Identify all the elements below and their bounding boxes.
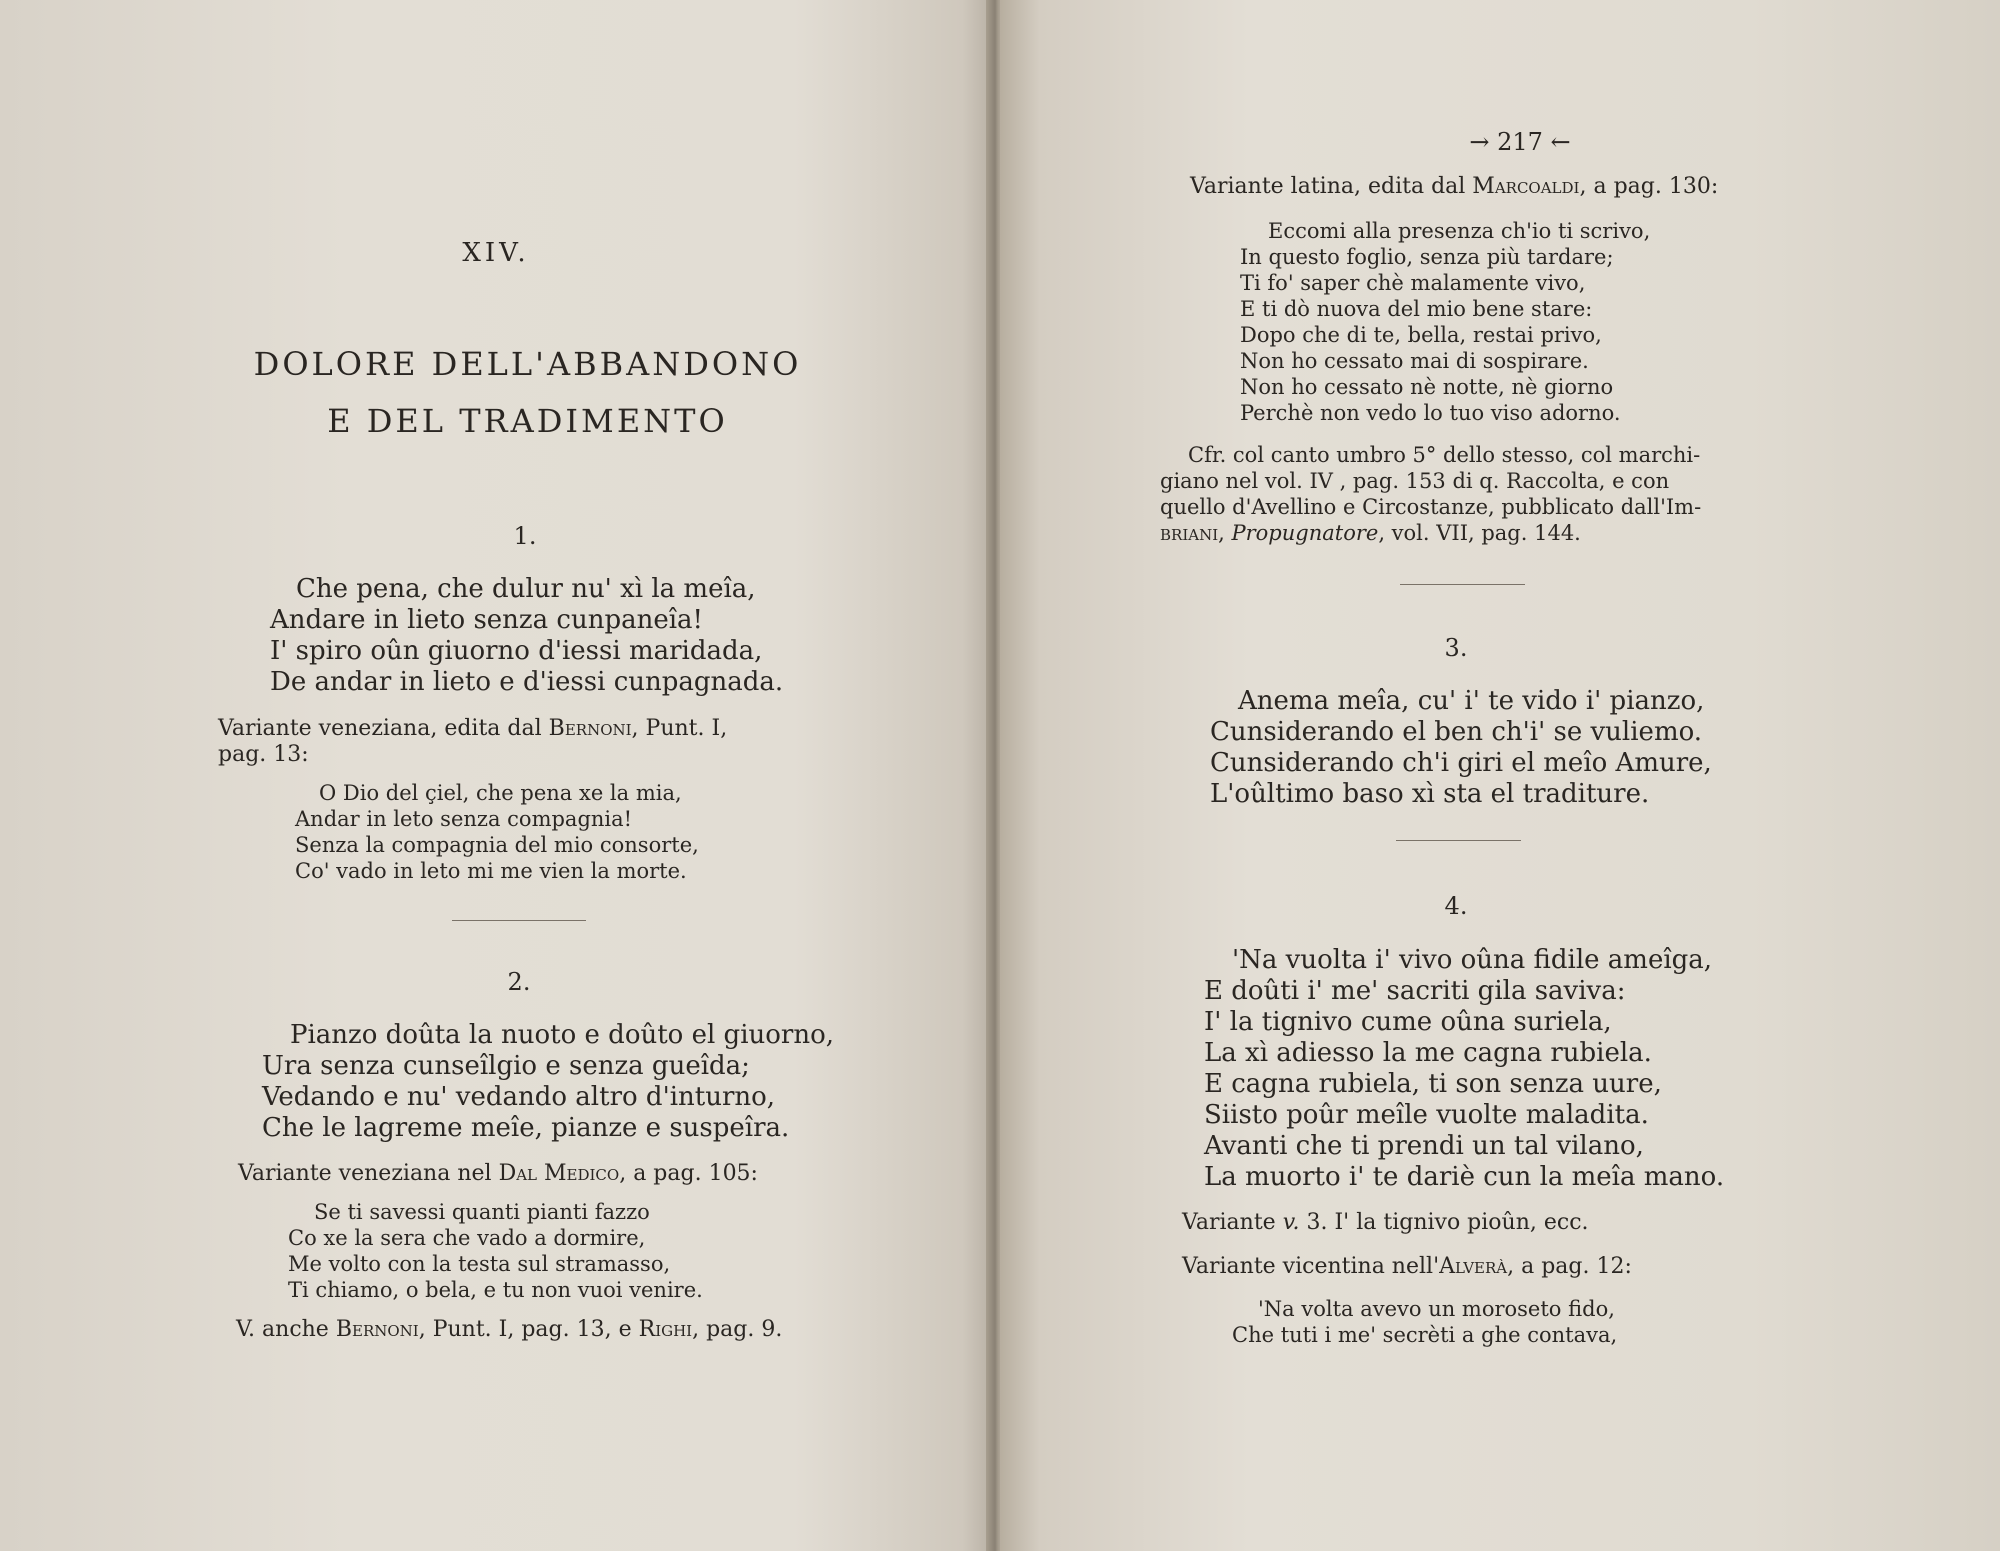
verse-line: Se ti savessi quanti pianti fazzo <box>314 1200 650 1224</box>
song-verse <box>1204 945 1724 1193</box>
verse-line: Vedando e nu' vedando altro d'inturno, <box>262 1082 776 1112</box>
source-author: Righi <box>638 1317 693 1342</box>
section-divider <box>1396 840 1521 841</box>
verse-line: E cagna rubiela, ti son senza uure, <box>1204 1069 1662 1099</box>
verse-line: Pianzo doûta la nuoto e doûto el giuorno, <box>290 1020 834 1050</box>
variant-verse <box>1240 218 1650 426</box>
variant-note <box>218 716 727 742</box>
ornament-left: → <box>1469 128 1498 156</box>
verse-line: Avanti che ti prendi un tal vilano, <box>1204 1131 1644 1161</box>
chapter-title-line2: E DEL TRADIMENTO <box>327 402 728 440</box>
left-page <box>0 0 992 1551</box>
song-number: 3. <box>1444 634 1468 662</box>
note-text: Variante vicentina nell' <box>1182 1254 1440 1279</box>
source-author: Bernoni <box>335 1317 419 1342</box>
verse-line: Cunsiderando el ben ch'i' se vuliemo. <box>1210 717 1703 747</box>
verse-line: Co' vado in leto mi me vien la morte. <box>295 859 687 883</box>
note-text: , a pag. 12: <box>1507 1254 1632 1279</box>
section-divider <box>452 920 586 921</box>
source-author: Marcoaldi <box>1472 174 1580 199</box>
note-text: , <box>1218 521 1232 545</box>
verse-line: La xì adiesso la me cagna rubiela. <box>1204 1038 1652 1068</box>
section-numeral: XIV. <box>462 238 530 268</box>
note-text: Variante <box>1182 1210 1283 1235</box>
verse-line: Andar in leto senza compagnia! <box>295 807 633 831</box>
variant-verse <box>295 780 699 884</box>
variant-note <box>1182 1210 1589 1236</box>
verse-line: Che pena, che dulur nu' xì la meîa, <box>296 574 756 604</box>
right-page <box>1000 0 2000 1551</box>
chapter-title-line1: DOLORE DELL'ABBANDONO <box>253 345 802 383</box>
song-number: 1. <box>513 522 537 550</box>
variant-verse <box>288 1199 703 1303</box>
verse-line: 'Na vuolta i' vivo oûna fidile ameîga, <box>1232 945 1713 975</box>
verse-line: 'Na volta avevo un moroseto fido, <box>1258 1297 1615 1321</box>
verse-line: O Dio del çiel, che pena xe la mia, <box>319 781 682 805</box>
page-number <box>1380 128 1660 156</box>
variant-note <box>1190 174 1718 200</box>
reference-note <box>236 1317 782 1343</box>
verse-line: La muorto i' te dariè cun la meîa mano. <box>1204 1162 1725 1192</box>
section-divider <box>1400 584 1525 585</box>
song-verse <box>1210 686 1712 810</box>
note-text: Variante latina, edita dal <box>1190 174 1473 199</box>
verse-line: E doûti i' me' sacriti gila saviva: <box>1204 976 1626 1006</box>
verse-line: Co xe la sera che vado a dormire, <box>288 1226 646 1250</box>
source-author: Dal Medico <box>498 1161 620 1186</box>
song-verse <box>262 1020 834 1144</box>
verse-line: Siisto poûr meîle vuolte maladita. <box>1204 1100 1649 1130</box>
note-text: , a pag. 130: <box>1579 174 1719 199</box>
verse-line: Che tuti i me' secrèti a ghe contava, <box>1232 1323 1618 1347</box>
note-text: Variante veneziana nel <box>238 1161 499 1186</box>
note-text: Variante veneziana, edita dal <box>218 716 549 741</box>
variant-verse <box>1232 1296 1617 1348</box>
verse-line: L'oûltimo baso xì sta el traditure. <box>1210 779 1650 809</box>
verse-line: I' spiro oûn giuorno d'iessi maridada, <box>270 636 763 666</box>
note-text: , Punt. I, <box>631 716 728 741</box>
verse-line: In questo foglio, senza più tardare; <box>1240 245 1614 269</box>
verse-abbrev: v. <box>1282 1210 1300 1235</box>
variant-note-cont: pag. 13: <box>218 742 309 767</box>
variant-note <box>1182 1254 1632 1280</box>
note-line: giano nel vol. IV , pag. 153 di q. Raccolta, e con <box>1160 469 1670 493</box>
journal-title: Propugnatore <box>1231 521 1379 545</box>
note-line: quello d'Avellino e Circostanze, pubblicato dall'Im- <box>1160 495 1702 519</box>
verse-line: De andar in lieto e d'iessi cunpagnada. <box>270 667 784 697</box>
verse-line: Non ho cessato nè notte, nè giorno <box>1240 375 1614 399</box>
note-text: V. anche <box>236 1317 336 1342</box>
verse-line: Anema meîa, cu' i' te vido i' pianzo, <box>1238 686 1705 716</box>
verse-line: Dopo che di te, bella, restai privo, <box>1240 323 1602 347</box>
note-line <box>1160 520 1701 546</box>
verse-line: Andare in lieto senza cunpaneîa! <box>270 605 703 635</box>
ornament-right: ← <box>1542 128 1571 156</box>
comparison-note <box>1160 442 1701 546</box>
verse-line: Non ho cessato mai di sospirare. <box>1240 349 1589 373</box>
verse-line: Me volto con la testa sul stramasso, <box>288 1252 671 1276</box>
variant-note <box>238 1161 758 1187</box>
verse-line: Eccomi alla presenza ch'io ti scrivo, <box>1268 219 1651 243</box>
song-verse <box>270 574 783 698</box>
note-text: , Punt. I, pag. 13, e <box>418 1317 639 1342</box>
song-number: 4. <box>1444 892 1468 920</box>
source-author: briani <box>1160 521 1219 545</box>
page-number-value: 217 <box>1497 128 1543 156</box>
verse-line: Ura senza cunseîlgio e senza gueîda; <box>262 1051 750 1081</box>
verse-line: I' la tignivo cume oûna suriela, <box>1204 1007 1612 1037</box>
verse-line: Ti fo' saper chè malamente vivo, <box>1240 271 1586 295</box>
source-author: Alverà <box>1439 1254 1508 1279</box>
verse-line: Che le lagreme meîe, pianze e suspeîra. <box>262 1113 790 1143</box>
verse-line: E ti dò nuova del mio bene stare: <box>1240 297 1593 321</box>
verse-line: Perchè non vedo lo tuo viso adorno. <box>1240 401 1621 425</box>
verse-line: Ti chiamo, o bela, e tu non vuoi venire. <box>288 1278 703 1302</box>
verse-line: Senza la compagnia del mio consorte, <box>295 833 699 857</box>
note-text: , pag. 9. <box>692 1317 783 1342</box>
verse-line: Cunsiderando ch'i giri el meîo Amure, <box>1210 748 1712 778</box>
song-number: 2. <box>507 968 531 996</box>
source-author: Bernoni <box>548 716 632 741</box>
note-text: , a pag. 105: <box>619 1161 758 1186</box>
note-line: Cfr. col canto umbro 5° dello stesso, col marchi- <box>1188 443 1701 467</box>
note-text: 3. I' la tignivo pioûn, ecc. <box>1299 1210 1589 1235</box>
note-text: , vol. VII, pag. 144. <box>1378 521 1581 545</box>
